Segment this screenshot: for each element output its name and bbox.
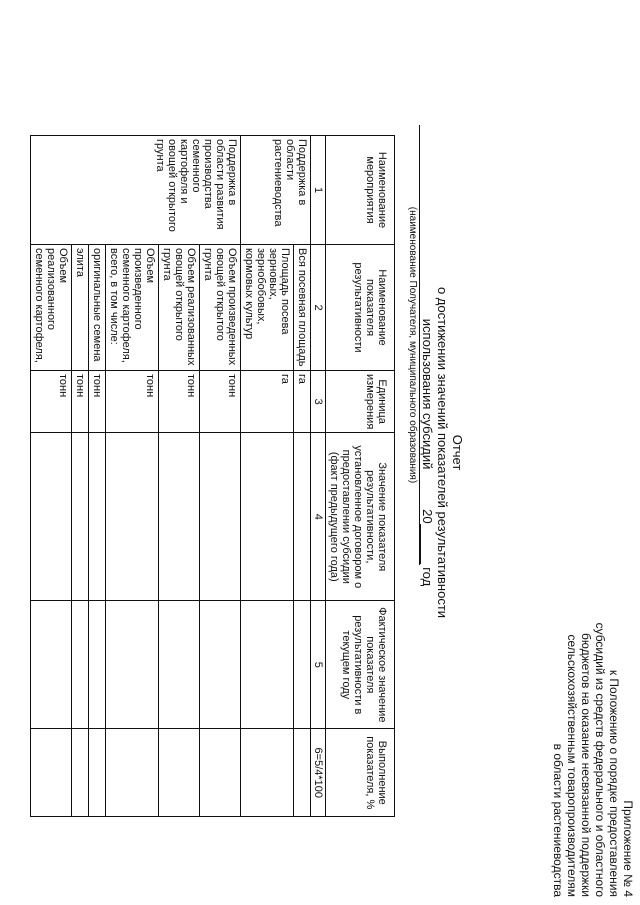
value-cell[interactable] [89,433,106,601]
header-cell: Значение показателя результативности, установленное договором о предоставлении субсидии (факт предыдущего года) [326,433,395,601]
value-cell[interactable] [106,601,159,729]
title-line-3-prefix: использования субсидий [420,318,435,470]
appendix-line: в области растениеводства [551,743,565,897]
year-blank [420,524,434,564]
indicator-cell: Вся посевная площадь [294,245,311,371]
column-number: 5 [311,601,326,729]
table-row [294,136,311,817]
value-cell[interactable] [31,729,72,817]
value-cell[interactable] [159,601,200,729]
unit-cell: тонн [72,371,89,433]
value-cell[interactable] [200,433,241,601]
unit-cell: тонн [31,371,72,433]
title-line-3 [420,0,435,905]
header-cell: Наименование мероприятия [326,136,395,245]
value-cell[interactable] [294,729,311,817]
appendix-line: сельскохозяйственным товаропроизводителям [565,634,579,897]
column-number: 1 [311,136,326,245]
indicator-cell: Объем реализованных овощей открытого грунта [159,245,200,371]
unit-cell: га [241,371,294,433]
report-title [420,0,465,905]
value-cell[interactable] [89,601,106,729]
unit-cell: тонн [106,371,159,433]
unit-cell: тонн [159,371,200,433]
appendix-line: субсидий из средств федерального и областного [593,622,607,897]
value-cell[interactable] [89,729,106,817]
unit-cell: тонн [200,371,241,433]
value-cell[interactable] [241,433,294,601]
column-number: 3 [311,371,326,433]
unit-cell: га [294,371,311,433]
value-cell[interactable] [72,601,89,729]
value-cell[interactable] [241,729,294,817]
column-number: 2 [311,245,326,371]
appendix-line: Приложение № 4 [621,800,635,897]
value-cell[interactable] [106,433,159,601]
indicator-cell: Объем реализованного семенного картофеля, [31,245,72,371]
value-cell[interactable] [31,433,72,601]
table-row [200,136,241,817]
unit-cell: тонн [89,371,106,433]
recipient-caption: (наименование Получателя, муниципального образования) [407,125,420,565]
indicator-cell: элита [72,245,89,371]
table-header-row [326,136,395,817]
header-cell: Фактическое значение показателя результативности в текущем году [326,601,395,729]
measure-cell: Поддержка в области развития производства семенного картофеля и овощей открытого грунта [31,136,241,245]
indicator-cell: Площадь посева зерновых, зернобобовых, кормовых культур [241,245,294,371]
title-line-1: Отчет [450,434,465,471]
appendix-header [551,597,635,897]
header-cell: Наименование показателя результативности [326,245,395,371]
year-suffix: год [420,567,435,587]
indicator-cell: Объем произведенных овощей открытого грунта [200,245,241,371]
column-number: 4 [311,433,326,601]
value-cell[interactable] [241,601,294,729]
value-cell[interactable] [294,433,311,601]
value-cell[interactable] [106,729,159,817]
appendix-line: к Положению о порядке предоставления [607,669,621,897]
value-cell[interactable] [72,433,89,601]
column-number-row [311,136,326,817]
indicator-cell: Объем произведенного семенного картофеля, всего, в том числе: [106,245,159,371]
column-number: 6=5/4*100 [311,729,326,817]
title-line-2: о достижении значений показателей результативности [435,286,450,619]
value-cell[interactable] [31,601,72,729]
value-cell[interactable] [159,433,200,601]
header-cell: Единица измерения [326,371,395,433]
value-cell[interactable] [159,729,200,817]
header-cell: Выполнение показателя, % [326,729,395,817]
year-prefix: 20 [420,509,435,524]
indicator-cell: оригинальные семена [89,245,106,371]
value-cell[interactable] [294,601,311,729]
appendix-line: бюджетов на оказание несвязанной поддержки [579,633,593,897]
measure-cell: Поддержка в области растениеводства [241,136,311,245]
report-table [30,135,395,817]
value-cell[interactable] [200,729,241,817]
value-cell[interactable] [200,601,241,729]
value-cell[interactable] [72,729,89,817]
